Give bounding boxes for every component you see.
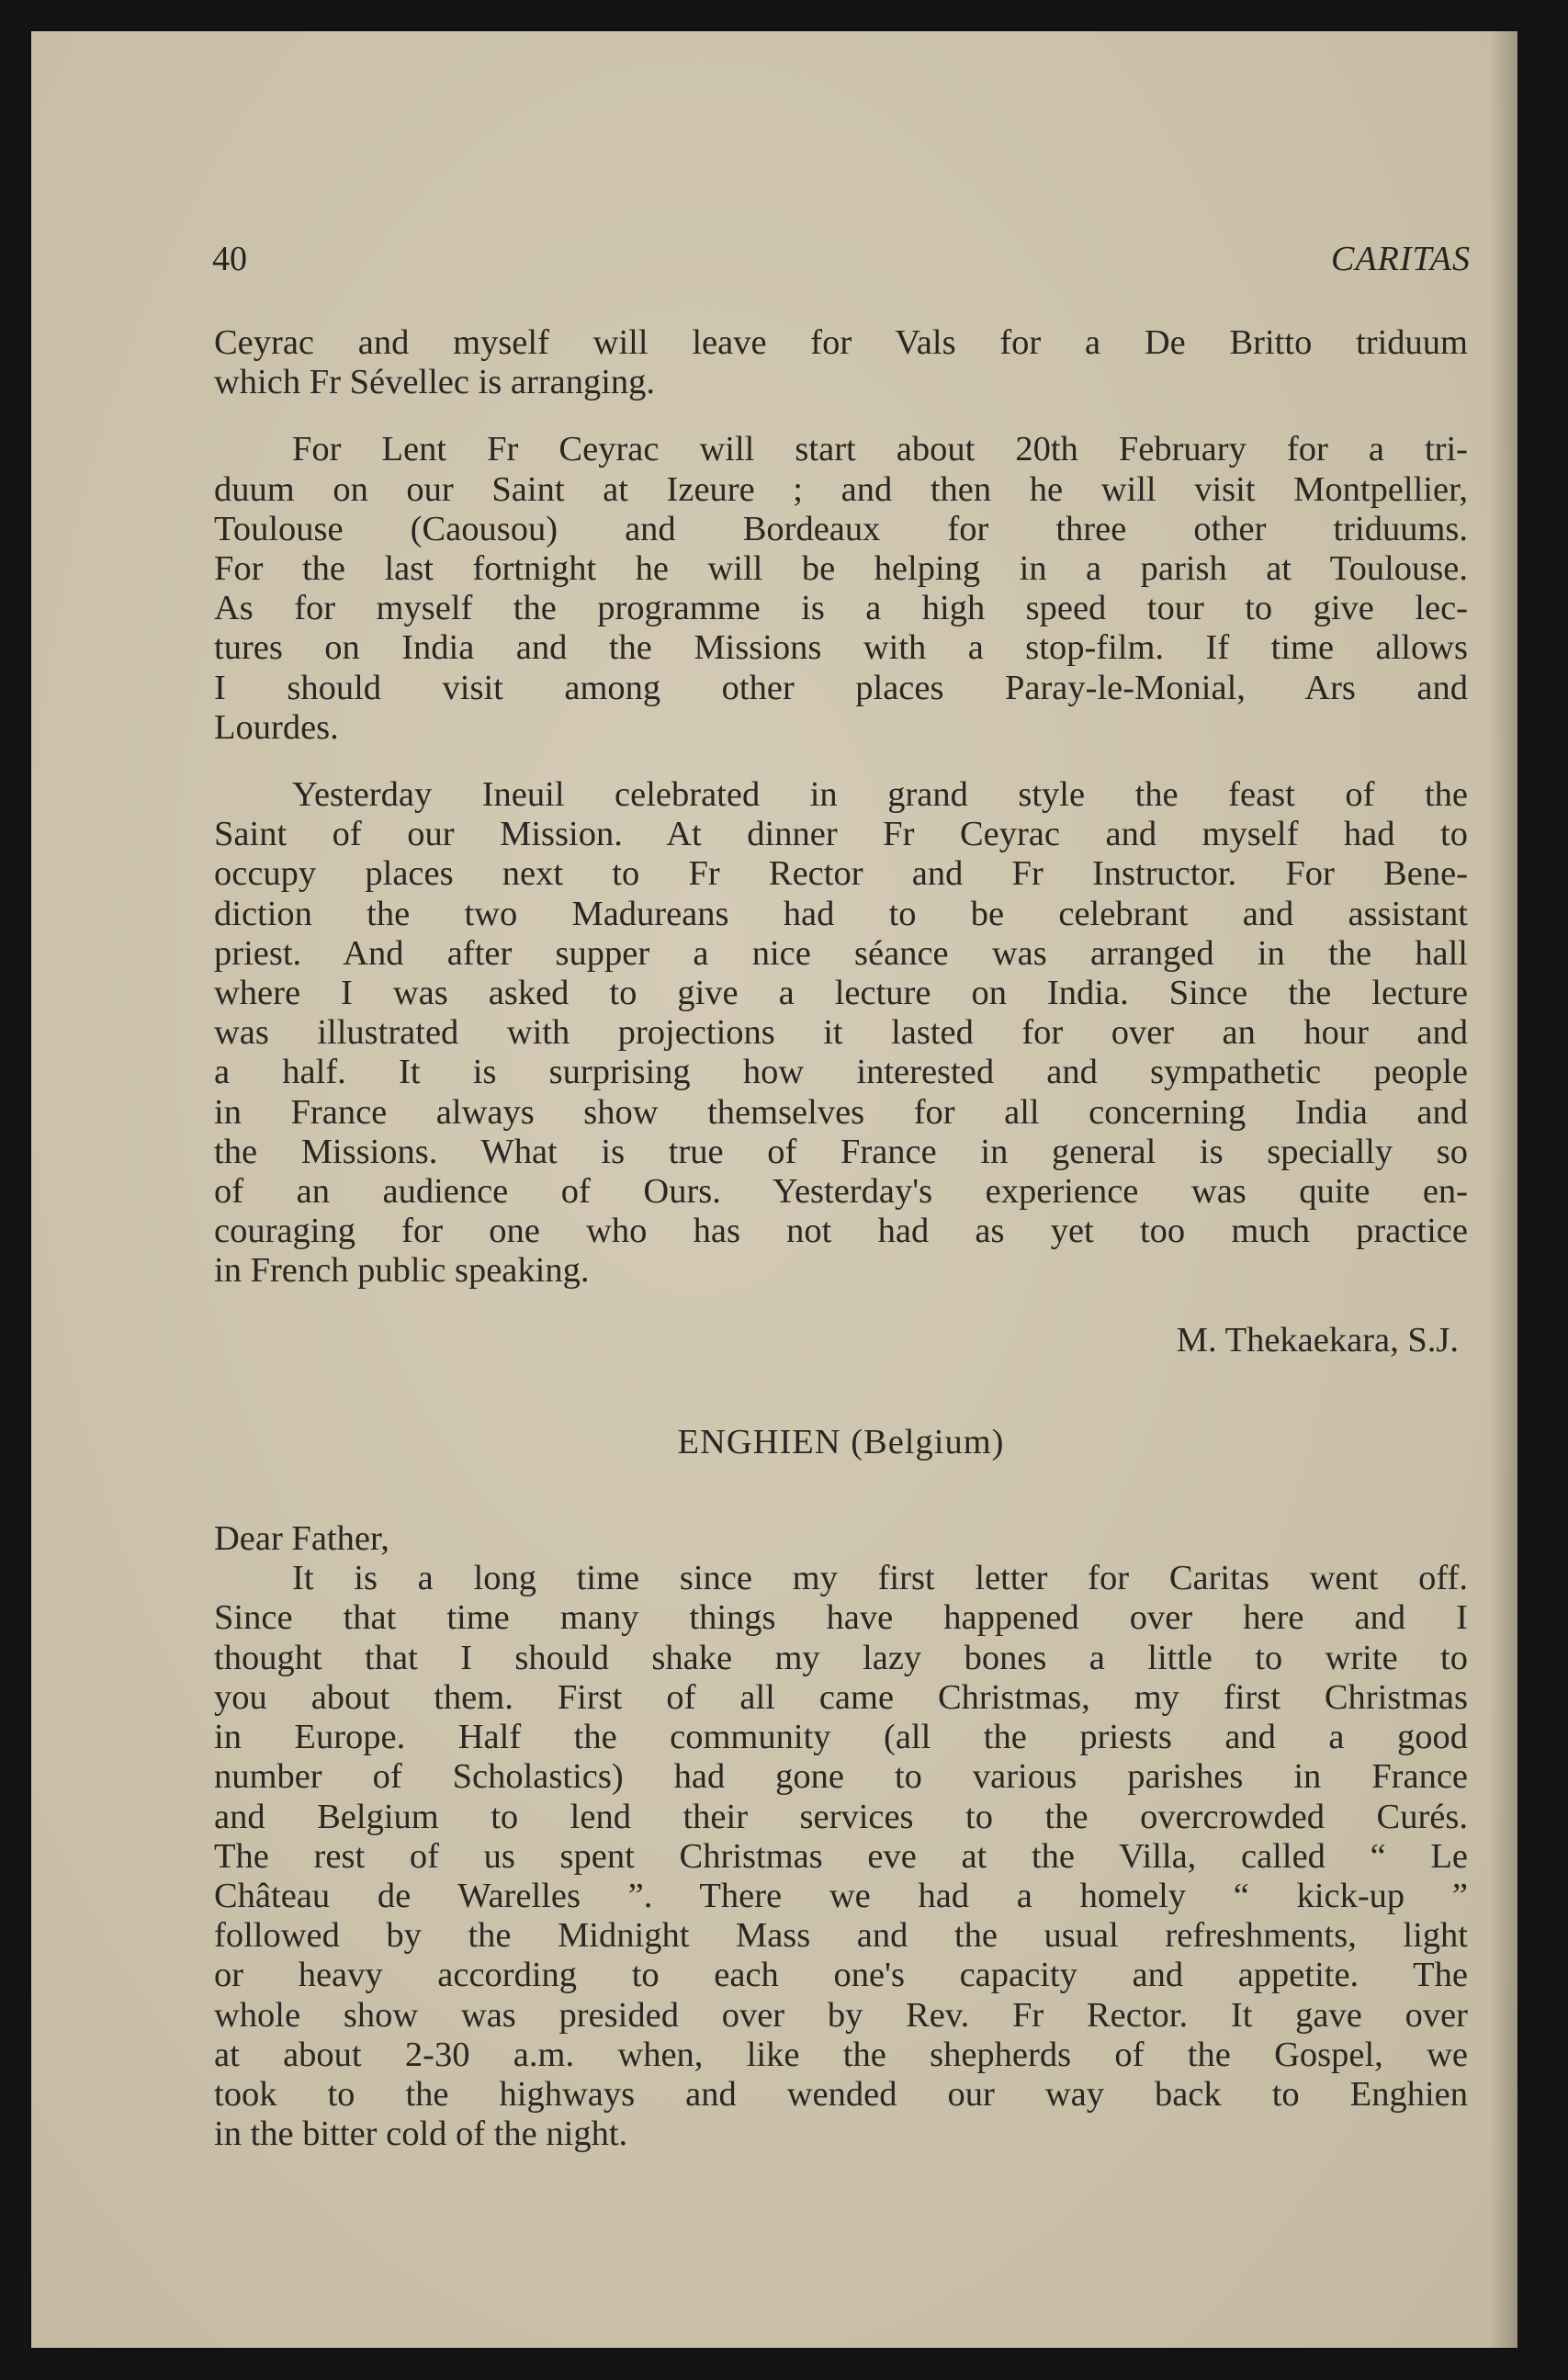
text-line: Yesterday Ineuil celebrated in grand style the feast of the [292, 775, 1468, 815]
document-page [31, 31, 1517, 2348]
text-line: at about 2-30 a.m. when, like the shepherds of the Gospel, we [214, 2035, 1468, 2074]
text-line: Château de Warelles ”. There we had a homely “ kick-up ” [214, 1876, 1468, 1915]
text-line: a half. It is surprising how interested and sympathetic people [214, 1053, 1468, 1092]
text-line: duum on our Saint at Izeure ; and then he will visit Montpellier, [214, 469, 1468, 509]
paragraph-3 [214, 775, 1468, 1292]
text-line: Lourdes. [214, 707, 339, 747]
text-line: priest. And after supper a nice séance was arranged in the hall [214, 933, 1468, 973]
text-line: in France always show themselves for all concerning India and [214, 1092, 1468, 1132]
author-signature: M. Thekaekara, S.J. [1176, 1320, 1459, 1359]
text-line: For the last fortnight he will be helping in a parish at Toulouse. [214, 549, 1468, 589]
text-line: was illustrated with projections it lasted for over an hour and [214, 1013, 1468, 1053]
text-line: It is a long time since my first letter for Caritas went off. [292, 1559, 1468, 1598]
text-line: took to the highways and wended our way back to Enghien [214, 2074, 1468, 2114]
text-line: in French public speaking. [214, 1251, 590, 1291]
page-number: 40 [212, 240, 247, 278]
text-line: For Lent Fr Ceyrac will start about 20th February for a tri- [292, 430, 1468, 469]
text-line: As for myself the programme is a high speed tour to give lec- [214, 589, 1468, 628]
article-body [214, 323, 1468, 2154]
text-line: followed by the Midnight Mass and the usual refreshments, light [214, 1916, 1468, 1956]
running-head: CARITAS [1331, 240, 1471, 278]
paragraph-1 [214, 323, 1468, 402]
text-line: The rest of us spent Christmas eve at the Villa, called “ Le [214, 1836, 1468, 1876]
text-line: number of Scholastics) had gone to various parishes in France [214, 1757, 1468, 1797]
text-line: the Missions. What is true of France in general is specially so [214, 1132, 1468, 1171]
text-line: in the bitter cold of the night. [214, 2115, 628, 2154]
text-line: occupy places next to Fr Rector and Fr Instructor. For Bene- [214, 854, 1468, 894]
text-line: which Fr Sévellec is arranging. [214, 363, 656, 402]
text-line: tures on India and the Missions with a stop-film. If time allows [214, 628, 1468, 668]
text-line: Since that time many things have happened over here and I [214, 1598, 1468, 1638]
text-line: you about them. First of all came Christmas, my first Christmas [214, 1677, 1468, 1717]
text-line: Toulouse (Caousou) and Bordeaux for three other triduums. [214, 509, 1468, 548]
paragraph-2 [214, 430, 1468, 748]
text-line: in Europe. Half the community (all the priests and a good [214, 1718, 1468, 1757]
text-line: diction the two Madureans had to be celebrant and assistant [214, 894, 1468, 933]
text-line: and Belgium to lend their services to the overcrowded Curés. [214, 1797, 1468, 1836]
letter-salutation: Dear Father, [214, 1519, 389, 1559]
text-line: of an audience of Ours. Yesterday's experience was quite en- [214, 1172, 1468, 1212]
page-edge-shadow [1490, 31, 1517, 2348]
text-line: I should visit among other places Paray-le-Monial, Ars and [214, 668, 1468, 707]
text-line: where I was asked to give a lecture on India. Since the lecture [214, 974, 1468, 1013]
page-header [212, 239, 1471, 303]
text-line: couraging for one who has not had as yet too much practice [214, 1212, 1468, 1251]
text-line: Saint of our Mission. At dinner Fr Ceyrac and myself had to [214, 815, 1468, 854]
letter-paragraph [214, 1559, 1468, 2154]
section-heading: ENGHIEN (Belgium) [677, 1422, 1005, 1461]
text-line: or heavy according to each one's capacity and appetite. The [214, 1956, 1468, 1995]
text-line: Ceyrac and myself will leave for Vals for a De Britto triduum [214, 323, 1468, 362]
text-line: thought that I should shake my lazy bones a little to write to [214, 1638, 1468, 1677]
text-line: whole show was presided over by Rev. Fr Rector. It gave over [214, 1995, 1468, 2035]
